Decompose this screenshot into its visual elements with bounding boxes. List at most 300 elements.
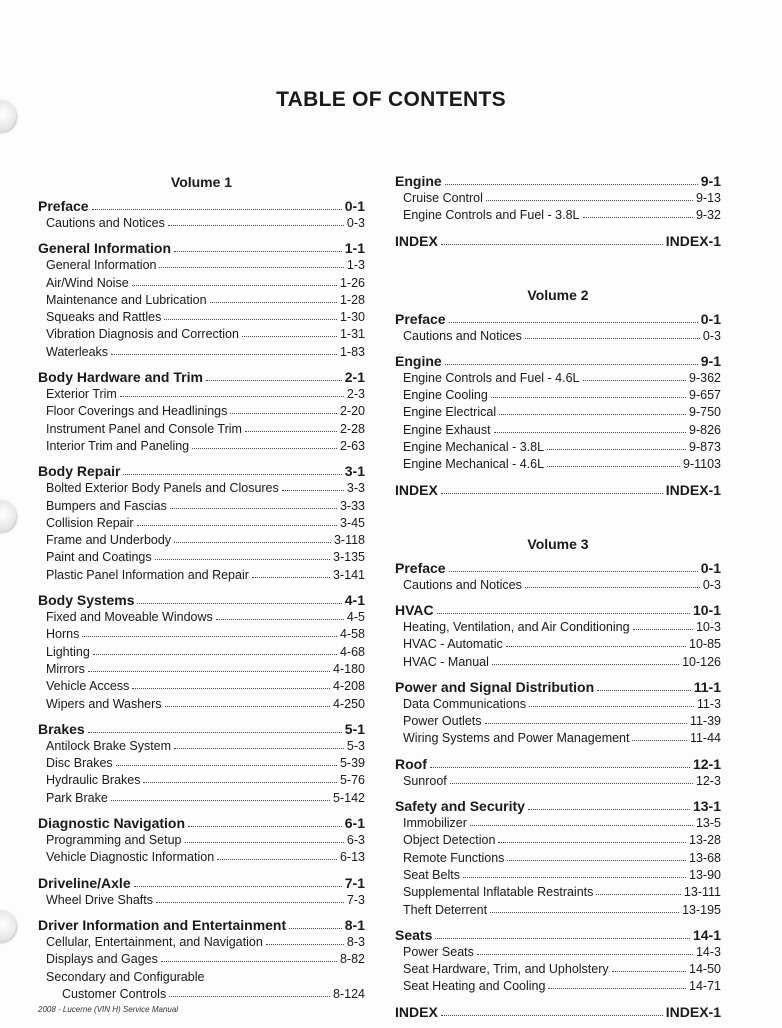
- dot-leader: [92, 209, 342, 210]
- toc-entry[interactable]: [38, 257, 365, 274]
- toc-entry-label: Hydraulic Brakes: [46, 773, 141, 788]
- toc-section-heading[interactable]: [395, 232, 721, 250]
- toc-entry[interactable]: [38, 567, 365, 584]
- dot-leader: [547, 466, 680, 467]
- toc-entry[interactable]: [38, 292, 365, 309]
- toc-page-number: 1-30: [339, 310, 365, 325]
- toc-entry-label: Displays and Gages: [46, 952, 158, 967]
- toc-entry[interactable]: [38, 421, 365, 438]
- dot-leader: [111, 800, 330, 801]
- dot-leader: [437, 613, 690, 614]
- toc-entry[interactable]: [38, 215, 365, 232]
- toc-entry[interactable]: [38, 661, 365, 678]
- toc-section-heading[interactable]: [395, 172, 721, 190]
- toc-page-number: 1-31: [339, 327, 365, 342]
- toc-page-number: 9-1: [700, 173, 721, 189]
- toc-section: [395, 926, 721, 996]
- toc-entry[interactable]: [38, 532, 365, 549]
- toc-page-number: 0-3: [702, 577, 721, 592]
- toc-entry[interactable]: [38, 934, 365, 951]
- dot-leader: [170, 508, 337, 509]
- toc-entry-label: Seat Belts: [403, 867, 460, 882]
- toc-entry[interactable]: [395, 387, 721, 404]
- volume-spacer: [395, 506, 721, 534]
- dot-leader: [217, 859, 337, 860]
- toc-page-number: 11-3: [696, 696, 721, 711]
- toc-entry[interactable]: [38, 738, 365, 755]
- toc-entry-label: Vehicle Diagnostic Information: [46, 850, 215, 865]
- toc-entry[interactable]: [395, 456, 721, 473]
- toc-entry-label: Frame and Underbody: [46, 533, 172, 548]
- section-title: Engine: [395, 352, 442, 369]
- dot-leader: [116, 765, 337, 766]
- dot-leader: [155, 559, 330, 560]
- dot-leader: [185, 842, 344, 843]
- dot-leader: [282, 490, 344, 491]
- dot-leader: [252, 577, 330, 578]
- toc-entry-label: Vibration Diagnosis and Correction: [46, 327, 239, 342]
- toc-entry-label: Cautions and Notices: [46, 216, 165, 230]
- dot-leader: [164, 319, 337, 320]
- toc-section-heading[interactable]: [38, 720, 365, 738]
- dot-leader: [449, 571, 698, 572]
- toc-page-number: 8-3: [346, 934, 365, 949]
- dot-leader: [143, 782, 336, 783]
- toc-entry[interactable]: [395, 832, 721, 849]
- toc-entry[interactable]: [395, 850, 721, 867]
- toc-entry-label: Vehicle Access: [46, 679, 130, 694]
- toc-entry-label: Park Brake: [46, 790, 108, 805]
- dot-leader: [597, 690, 691, 691]
- section-title: Seats: [395, 926, 433, 943]
- toc-section-heading[interactable]: [395, 601, 721, 619]
- toc-entry-label: Seat Hardware, Trim, and Upholstery: [403, 962, 609, 977]
- toc-entry[interactable]: [395, 207, 721, 224]
- dot-leader: [245, 431, 337, 432]
- toc-entry[interactable]: [38, 832, 365, 849]
- dot-leader: [486, 200, 693, 201]
- toc-entry-label: Programming and Setup: [46, 833, 182, 848]
- toc-entry[interactable]: [38, 755, 365, 772]
- toc-page-number: 9-1: [700, 352, 721, 369]
- toc-page-number: 3-1: [344, 463, 365, 480]
- dot-leader: [506, 646, 686, 647]
- toc-entry[interactable]: [395, 577, 721, 594]
- toc-entry-label: Fixed and Moveable Windows: [46, 610, 213, 625]
- dot-leader: [88, 671, 330, 672]
- toc-page-number: 13-111: [683, 885, 721, 900]
- toc-section-heading[interactable]: [38, 239, 365, 257]
- section-title: INDEX: [395, 481, 438, 498]
- toc-entry[interactable]: [38, 609, 365, 626]
- toc-section: [395, 232, 721, 250]
- toc-page-number: 10-126: [682, 654, 721, 669]
- section-title: Preface: [38, 198, 89, 214]
- toc-entry[interactable]: [38, 849, 365, 866]
- toc-entry-label: Maintenance and Lubrication: [46, 292, 207, 307]
- toc-section: [395, 797, 721, 919]
- page-footer: 2008 - Lucerne (VIN H) Service Manual: [38, 1005, 179, 1014]
- toc-page-number: 5-142: [333, 790, 365, 805]
- dot-leader: [477, 954, 693, 955]
- dot-leader: [612, 971, 686, 972]
- toc-entry[interactable]: [38, 498, 365, 515]
- toc-section-heading[interactable]: [38, 814, 365, 832]
- toc-entry-label: Remote Functions: [403, 850, 505, 865]
- toc-page-number: 7-3: [346, 892, 365, 907]
- toc-entry-line2: [46, 986, 365, 1003]
- toc-entry-label: Bumpers and Fascias: [46, 498, 167, 513]
- toc-entry[interactable]: [395, 713, 721, 730]
- toc-entry-label: Interior Trim and Paneling: [46, 438, 190, 453]
- toc-section-heading[interactable]: [395, 310, 721, 328]
- toc-entry[interactable]: [38, 626, 365, 643]
- toc-section-heading[interactable]: [395, 755, 721, 773]
- binder-hole-middle: [0, 500, 16, 532]
- dot-leader: [169, 996, 330, 997]
- toc-page-number: 11-1: [693, 678, 721, 695]
- toc-page-number: 8-82: [339, 952, 365, 967]
- toc-entry-label: Plastic Panel Information and Repair: [46, 567, 249, 582]
- toc-page-number: 13-195: [682, 902, 721, 917]
- toc-section: [38, 874, 365, 909]
- toc-entry[interactable]: [38, 772, 365, 789]
- toc-page-number: 5-39: [339, 756, 365, 771]
- section-title: INDEX: [395, 232, 438, 249]
- dot-leader: [491, 397, 686, 398]
- toc-section-heading[interactable]: [395, 1003, 721, 1021]
- toc-page-number: 9-13: [695, 191, 721, 205]
- toc-page-number: 14-71: [689, 979, 721, 994]
- toc-page-number: 4-68: [339, 644, 365, 659]
- toc-section-heading[interactable]: [38, 197, 365, 215]
- dot-leader: [168, 225, 344, 226]
- dot-leader: [137, 603, 341, 604]
- section-title: Brakes: [38, 720, 85, 737]
- toc-section: [395, 678, 721, 748]
- dot-leader: [485, 723, 687, 724]
- dot-leader: [206, 380, 342, 381]
- dot-leader: [548, 988, 686, 989]
- toc-section: [395, 559, 721, 594]
- toc-page-number: 13-90: [689, 867, 721, 882]
- toc-entry-label: Wipers and Washers: [46, 696, 162, 711]
- dot-leader: [165, 706, 330, 707]
- toc-page-number: INDEX-1: [665, 1003, 721, 1020]
- toc-page-number: 3-45: [339, 515, 365, 530]
- dot-leader: [583, 380, 687, 381]
- section-title: Driver Information and Entertainment: [38, 916, 287, 933]
- toc-entry-line1: [46, 969, 365, 986]
- toc-section-heading[interactable]: [38, 916, 365, 934]
- toc-section: [38, 197, 365, 232]
- toc-page-number: 13-28: [689, 833, 721, 848]
- toc-section-heading[interactable]: [395, 797, 721, 815]
- dot-leader: [441, 244, 663, 245]
- volume-heading: Volume 3: [527, 535, 589, 552]
- section-title: Body Systems: [38, 592, 135, 609]
- toc-entry[interactable]: [395, 696, 721, 713]
- toc-entry[interactable]: [395, 884, 721, 901]
- section-title: INDEX: [395, 1003, 438, 1020]
- toc-page-number: 1-1: [344, 240, 365, 257]
- dot-leader: [132, 285, 337, 286]
- dot-leader: [188, 826, 342, 827]
- toc-entry-label: Antilock Brake System: [46, 738, 172, 753]
- toc-page-number: 6-1: [344, 815, 365, 832]
- toc-section-heading[interactable]: [38, 368, 365, 386]
- toc-page-number: 12-1: [692, 755, 721, 772]
- toc-section-heading[interactable]: [395, 352, 721, 370]
- toc-section-heading[interactable]: [38, 591, 365, 609]
- toc-entry-label: Horns: [46, 627, 80, 642]
- section-title: HVAC: [395, 601, 434, 618]
- toc-page-number: 1-26: [339, 275, 365, 290]
- toc-entry[interactable]: [38, 309, 365, 326]
- toc-section: [38, 591, 365, 713]
- toc-page-number: 14-3: [695, 944, 721, 959]
- toc-section-heading[interactable]: [38, 874, 365, 892]
- dot-leader: [132, 688, 330, 689]
- toc-entry-label: Secondary and Configurable: [46, 969, 205, 984]
- toc-entry[interactable]: [395, 773, 721, 790]
- toc-section: [395, 310, 721, 345]
- toc-entry[interactable]: [395, 422, 721, 439]
- dot-leader: [230, 413, 337, 414]
- toc-page-number: 2-1: [344, 369, 365, 386]
- toc-page-number: 3-118: [333, 533, 365, 548]
- toc-entry-label: Engine Controls and Fuel - 3.8L: [403, 208, 580, 223]
- section-title: Diagnostic Navigation: [38, 815, 186, 832]
- toc-entry[interactable]: [395, 439, 721, 456]
- toc-page-number: 14-1: [692, 926, 721, 943]
- dot-leader: [463, 877, 686, 878]
- toc-entry-label: Bolted Exterior Body Panels and Closures: [46, 481, 279, 496]
- toc-page-number: 0-1: [700, 559, 721, 576]
- toc-entry-label: Wheel Drive Shafts: [46, 892, 153, 907]
- toc-page-number: 2-63: [339, 438, 365, 453]
- toc-page-number: 4-208: [333, 679, 365, 694]
- toc-page-number: 0-3: [346, 216, 365, 230]
- dot-leader: [111, 354, 337, 355]
- dot-leader: [242, 336, 337, 337]
- toc-section: [395, 601, 721, 671]
- dot-leader: [289, 928, 342, 929]
- toc-entry-label: Mirrors: [46, 661, 85, 676]
- toc-page-number: 4-1: [344, 592, 365, 609]
- toc-section-heading[interactable]: [395, 481, 721, 499]
- toc-page-number: 1-3: [346, 258, 365, 273]
- toc-page-number: 3-135: [333, 550, 365, 565]
- toc-section: [395, 172, 721, 225]
- toc-page-number: 13-68: [689, 850, 721, 865]
- section-title: Body Repair: [38, 463, 121, 480]
- dot-leader: [492, 664, 679, 665]
- toc-entry[interactable]: [395, 619, 721, 636]
- toc-page-number: 6-13: [339, 850, 365, 865]
- dot-leader: [498, 842, 686, 843]
- volume-spacer: [395, 257, 721, 285]
- dot-leader: [134, 886, 342, 887]
- toc-entry[interactable]: [38, 696, 365, 713]
- toc-page-number: 9-826: [689, 422, 721, 437]
- toc-page-number: 9-32: [695, 208, 721, 223]
- section-title: General Information: [38, 240, 172, 257]
- toc-entry[interactable]: [395, 404, 721, 421]
- toc-entry[interactable]: [395, 654, 721, 671]
- dot-leader: [174, 748, 344, 749]
- toc-entry-label: Lighting: [46, 644, 90, 659]
- toc-entry[interactable]: [38, 969, 365, 1004]
- dot-leader: [441, 1015, 663, 1016]
- toc-section-heading[interactable]: [395, 926, 721, 944]
- section-title: Preface: [395, 559, 446, 576]
- toc-entry-label: Paint and Coatings: [46, 550, 152, 565]
- toc-page-number: 0-3: [702, 328, 721, 343]
- toc-entry[interactable]: [395, 944, 721, 961]
- toc-entry[interactable]: [38, 275, 365, 292]
- toc-entry-label: Power Seats: [403, 944, 474, 959]
- toc-section: [38, 462, 365, 584]
- toc-page-number: 7-1: [344, 874, 365, 891]
- toc-entry[interactable]: [38, 326, 365, 343]
- right-column: [395, 172, 721, 1028]
- dot-leader: [120, 396, 344, 397]
- toc-entry-label: Air/Wind Noise: [46, 275, 129, 290]
- toc-section: [395, 1003, 721, 1021]
- toc-entry-label: Engine Electrical: [403, 405, 497, 420]
- toc-section-heading[interactable]: [38, 462, 365, 480]
- toc-page-number: 9-1103: [683, 457, 721, 472]
- volume-heading: Volume 2: [527, 286, 589, 303]
- dot-leader: [210, 302, 337, 303]
- dot-leader: [490, 912, 679, 913]
- section-title: Safety and Security: [395, 798, 525, 815]
- toc-entry-label: Cautions and Notices: [403, 577, 522, 592]
- toc-entry[interactable]: [395, 961, 721, 978]
- toc-entry-label: Engine Mechanical - 4.6L: [403, 457, 545, 472]
- toc-entry[interactable]: [395, 815, 721, 832]
- toc-page-number: 8-124: [333, 986, 365, 1001]
- toc-page-number: 4-58: [339, 627, 365, 642]
- toc-entry-label: Squeaks and Rattles: [46, 310, 162, 325]
- toc-page-number: INDEX-1: [665, 481, 721, 498]
- toc-entry[interactable]: [395, 636, 721, 653]
- toc-entry[interactable]: [38, 790, 365, 807]
- binder-hole-bottom: [0, 910, 16, 942]
- dot-leader: [596, 894, 681, 895]
- toc-entry-label: General Information: [46, 258, 157, 273]
- toc-page-number: 0-1: [700, 310, 721, 327]
- toc-entry[interactable]: [38, 344, 365, 361]
- toc-entry[interactable]: [395, 190, 721, 207]
- toc-section-heading[interactable]: [395, 559, 721, 577]
- section-title: Roof: [395, 755, 427, 772]
- toc-entry-label: Cellular, Entertainment, and Navigation: [46, 934, 263, 949]
- toc-entry[interactable]: [38, 549, 365, 566]
- toc-entry[interactable]: [38, 480, 365, 497]
- toc-page-number: 2-28: [339, 421, 365, 436]
- section-title: Power and Signal Distribution: [395, 678, 595, 695]
- dot-leader: [632, 740, 686, 741]
- dot-leader: [450, 783, 693, 784]
- toc-page-number: 4-5: [346, 610, 365, 625]
- dot-leader: [529, 706, 694, 707]
- toc-entry-label: Heating, Ventilation, and Air Conditioning: [403, 619, 630, 634]
- toc-page-number: 10-85: [689, 637, 721, 652]
- toc-entry[interactable]: [38, 515, 365, 532]
- toc-entry-label: Supplemental Inflatable Restraints: [403, 885, 594, 900]
- toc-entry[interactable]: [395, 978, 721, 995]
- toc-entry[interactable]: [38, 386, 365, 403]
- toc-page-number: 13-5: [695, 816, 721, 831]
- dot-leader: [137, 525, 337, 526]
- dot-leader: [82, 636, 337, 637]
- toc-entry[interactable]: [38, 951, 365, 968]
- page-title: TABLE OF CONTENTS: [276, 88, 506, 111]
- toc-entry-label: Engine Controls and Fuel - 4.6L: [403, 370, 580, 385]
- toc-section-heading[interactable]: [395, 678, 721, 696]
- toc-page-number: 2-20: [339, 404, 365, 419]
- toc-page-number: 5-3: [346, 738, 365, 753]
- toc-page-number: 3-3: [346, 481, 365, 496]
- toc-entry[interactable]: [395, 328, 721, 345]
- section-title: Engine: [395, 173, 442, 189]
- toc-entry-label: Sunroof: [403, 773, 447, 788]
- toc-entry[interactable]: [38, 438, 365, 455]
- dot-leader: [494, 432, 686, 433]
- section-title: Preface: [395, 310, 446, 327]
- toc-entry-label: HVAC - Manual: [403, 654, 489, 669]
- toc-entry[interactable]: [38, 892, 365, 909]
- toc-entry-label: Data Communications: [403, 696, 526, 711]
- dot-leader: [174, 542, 331, 543]
- toc-section: [38, 368, 365, 455]
- dot-leader: [156, 902, 344, 903]
- toc-entry-label: Immobilizer: [403, 816, 467, 831]
- dot-leader: [88, 732, 342, 733]
- toc-entry[interactable]: [395, 867, 721, 884]
- dot-leader: [174, 251, 342, 252]
- toc-entry-label: Disc Brakes: [46, 756, 113, 771]
- toc-entry-label: Exterior Trim: [46, 387, 117, 402]
- toc-entry-label: Waterleaks: [46, 344, 109, 359]
- dot-leader: [216, 619, 344, 620]
- toc-entry[interactable]: [38, 644, 365, 661]
- dot-leader: [528, 809, 690, 810]
- dot-leader: [499, 414, 686, 415]
- toc-entry-label: Seat Heating and Cooling: [403, 979, 546, 994]
- toc-page-number: 1-28: [339, 292, 365, 307]
- toc-entry-label: HVAC - Automatic: [403, 637, 503, 652]
- dot-leader: [525, 338, 700, 339]
- toc-page-number: 9-750: [689, 405, 721, 420]
- toc-page-number: 12-3: [695, 773, 721, 788]
- toc-entry[interactable]: [38, 678, 365, 695]
- toc-section: [38, 814, 365, 867]
- toc-entry[interactable]: [38, 403, 365, 420]
- toc-entry-label-continued: Customer Controls: [62, 986, 167, 1001]
- toc-entry[interactable]: [395, 902, 721, 919]
- toc-page-number: 11-39: [689, 714, 721, 729]
- toc-entry-label: Engine Exhaust: [403, 422, 491, 437]
- toc-section: [395, 755, 721, 790]
- toc-page-number: 0-1: [344, 198, 365, 214]
- dot-leader: [507, 860, 686, 861]
- toc-entry[interactable]: [395, 730, 721, 747]
- toc-entry-label: Engine Cooling: [403, 388, 488, 403]
- toc-entry[interactable]: [395, 370, 721, 387]
